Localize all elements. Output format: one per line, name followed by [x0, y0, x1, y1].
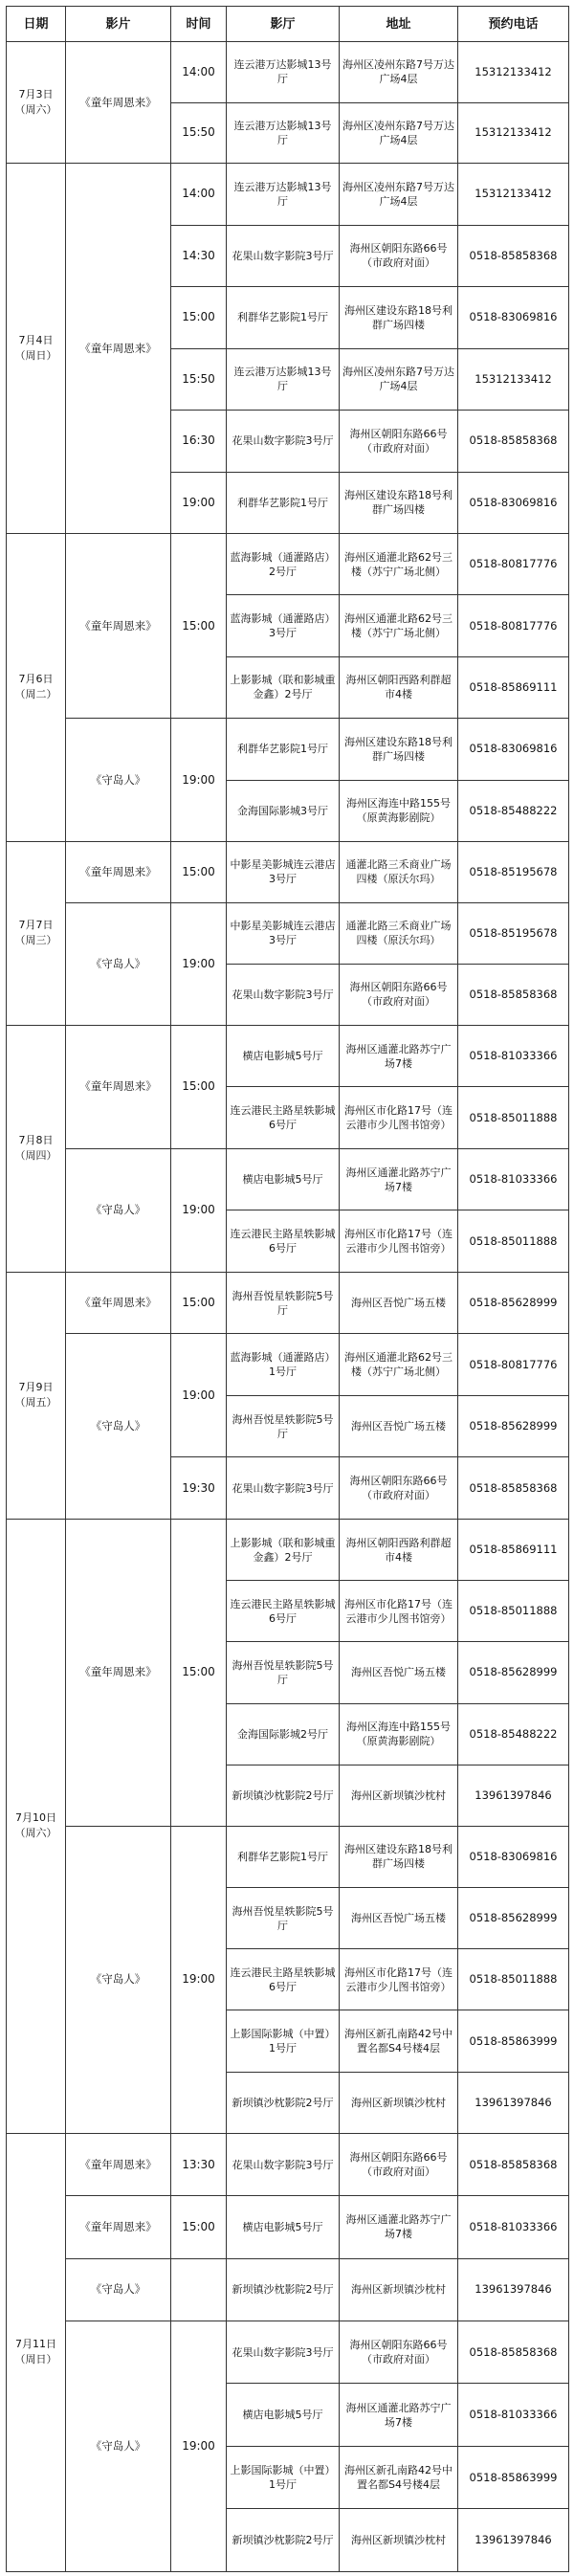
address-cell: 海州区新坝镇沙枕村 — [340, 2072, 458, 2133]
table-row — [7, 1334, 569, 1396]
booking-phone-cell: 0518-85869111 — [458, 656, 569, 718]
showtime-cell: 19:00 — [171, 902, 227, 1025]
cinema-hall-cell: 横店电影城5号厅 — [227, 1148, 340, 1210]
booking-phone-cell: 0518-85858368 — [458, 964, 569, 1025]
booking-phone-cell: 13961397846 — [458, 2072, 569, 2133]
cinema-hall-cell: 中影星美影城连云港店3号厅 — [227, 902, 340, 964]
booking-phone-cell: 15312133412 — [458, 42, 569, 103]
address-cell: 海州区凌州东路7号万达广场4层 — [340, 102, 458, 164]
address-cell: 海州区通灌北路苏宁广场7楼 — [340, 2384, 458, 2446]
address-cell: 海州区朝阳东路66号（市政府对面） — [340, 411, 458, 473]
date-text: 7月3日 — [18, 88, 54, 100]
booking-phone-cell: 13961397846 — [458, 2258, 569, 2321]
booking-phone-cell: 13961397846 — [458, 1765, 569, 1826]
schedule-wrapper — [6, 6, 569, 2572]
screening-schedule-table — [6, 6, 569, 2572]
booking-phone-cell: 0518-83069816 — [458, 1826, 569, 1887]
film-title-cell: 《守岛人》 — [66, 719, 171, 842]
table-row — [7, 902, 569, 964]
cinema-hall-cell: 中影星美影城连云港店3号厅 — [227, 841, 340, 902]
booking-phone-cell: 0518-85628999 — [458, 1395, 569, 1457]
cinema-hall-cell: 海州吾悦星轶影院5号厅 — [227, 1642, 340, 1703]
cinema-hall-cell: 海州吾悦星轶影院5号厅 — [227, 1888, 340, 1949]
booking-phone-cell: 0518-85488222 — [458, 1703, 569, 1765]
date-cell — [7, 164, 66, 534]
booking-phone-cell: 0518-85628999 — [458, 1272, 569, 1334]
showtime-cell: 15:00 — [171, 534, 227, 719]
booking-phone-cell: 0518-83069816 — [458, 287, 569, 349]
booking-phone-cell: 0518-85869111 — [458, 1519, 569, 1580]
address-cell: 海州区海连中路155号（原黄海影剧院） — [340, 780, 458, 841]
cinema-hall-cell: 金海国际影城3号厅 — [227, 780, 340, 841]
address-cell: 海州区海连中路155号（原黄海影剧院） — [340, 1703, 458, 1765]
address-cell: 海州区朝阳东路66号（市政府对面） — [340, 2321, 458, 2384]
address-cell: 海州区建设东路18号利群广场四楼 — [340, 1826, 458, 1887]
date-text: 7月8日 — [18, 1134, 54, 1147]
address-cell: 海州区朝阳西路利群超市4楼 — [340, 1519, 458, 1580]
cinema-hall-cell: 连云港民主路星轶影城6号厅 — [227, 1087, 340, 1149]
film-title-cell: 《守岛人》 — [66, 1826, 171, 2133]
film-title-cell: 《童年周恩来》 — [66, 841, 171, 902]
address-cell: 海州区市化路17号（连云港市少儿图书馆旁） — [340, 1087, 458, 1149]
address-cell: 海州区市化路17号（连云港市少儿图书馆旁） — [340, 1949, 458, 2010]
booking-phone-cell: 0518-85011888 — [458, 1210, 569, 1273]
cinema-hall-cell: 新坝镇沙枕影院2号厅 — [227, 2072, 340, 2133]
booking-phone-cell: 0518-85488222 — [458, 780, 569, 841]
date-text: 7月9日 — [18, 1381, 54, 1394]
film-title-cell: 《童年周恩来》 — [66, 2196, 171, 2258]
showtime-cell: 14:00 — [171, 164, 227, 226]
weekday-text: （周二） — [14, 688, 57, 701]
address-cell: 海州区新孔南路42号中置名都S4号楼4层 — [340, 2010, 458, 2072]
showtime-cell: 15:00 — [171, 1272, 227, 1334]
weekday-text: （周六） — [14, 103, 57, 116]
address-cell: 海州区通灌北路苏宁广场7楼 — [340, 1025, 458, 1087]
address-cell: 海州区朝阳东路66号（市政府对面） — [340, 1457, 458, 1520]
cinema-hall-cell: 横店电影城5号厅 — [227, 2384, 340, 2446]
weekday-text: （周五） — [14, 1396, 57, 1410]
date-cell — [7, 1025, 66, 1272]
table-row — [7, 1272, 569, 1334]
weekday-text: （周三） — [14, 934, 57, 947]
showtime-cell: 13:30 — [171, 2133, 227, 2195]
date-text: 7月11日 — [15, 2338, 56, 2351]
cinema-hall-cell: 连云港民主路星轶影城6号厅 — [227, 1949, 340, 2010]
booking-phone-cell: 0518-85628999 — [458, 1888, 569, 1949]
cinema-hall-cell: 海州吾悦星轶影院5号厅 — [227, 1395, 340, 1457]
table-row — [7, 719, 569, 780]
showtime-cell: 15:00 — [171, 287, 227, 349]
showtime-cell: 19:00 — [171, 1334, 227, 1457]
cinema-hall-cell: 利群华艺影院1号厅 — [227, 1826, 340, 1887]
table-row — [7, 2258, 569, 2321]
cinema-hall-cell: 新坝镇沙枕影院2号厅 — [227, 2509, 340, 2571]
table-row — [7, 841, 569, 902]
film-title-cell: 《童年周恩来》 — [66, 1519, 171, 1826]
cinema-hall-cell: 横店电影城5号厅 — [227, 1025, 340, 1087]
booking-phone-cell: 0518-85628999 — [458, 1642, 569, 1703]
address-cell: 海州区市化路17号（连云港市少儿图书馆旁） — [340, 1581, 458, 1642]
showtime-cell: 15:50 — [171, 102, 227, 164]
booking-phone-cell: 0518-85863999 — [458, 2446, 569, 2508]
address-cell: 海州区市化路17号（连云港市少儿图书馆旁） — [340, 1210, 458, 1273]
cinema-hall-cell: 连云港民主路星轶影城6号厅 — [227, 1581, 340, 1642]
cinema-hall-cell: 花果山数字影院3号厅 — [227, 225, 340, 287]
booking-phone-cell: 0518-85863999 — [458, 2010, 569, 2072]
film-title-cell: 《守岛人》 — [66, 1334, 171, 1520]
cinema-hall-cell: 新坝镇沙枕影院2号厅 — [227, 2258, 340, 2321]
booking-phone-cell: 0518-80817776 — [458, 1334, 569, 1396]
booking-phone-cell: 0518-80817776 — [458, 534, 569, 595]
address-cell: 海州区新坝镇沙枕村 — [340, 2258, 458, 2321]
table-row — [7, 2321, 569, 2384]
booking-phone-cell: 0518-85011888 — [458, 1087, 569, 1149]
showtime-cell: 15:00 — [171, 1025, 227, 1148]
date-text: 7月6日 — [18, 673, 54, 686]
film-title-cell: 《童年周恩来》 — [66, 42, 171, 164]
date-cell — [7, 534, 66, 842]
showtime-cell: 15:00 — [171, 841, 227, 902]
showtime-cell: 19:30 — [171, 1457, 227, 1520]
address-cell: 海州区朝阳西路利群超市4楼 — [340, 656, 458, 718]
address-cell: 海州区朝阳东路66号（市政府对面） — [340, 225, 458, 287]
address-cell: 海州区建设东路18号利群广场四楼 — [340, 287, 458, 349]
booking-phone-cell: 0518-85858368 — [458, 1457, 569, 1520]
weekday-text: （周六） — [14, 1827, 57, 1840]
booking-phone-cell: 0518-81033366 — [458, 2384, 569, 2446]
cinema-hall-cell: 连云港民主路星轶影城6号厅 — [227, 1210, 340, 1273]
cinema-hall-cell: 连云港万达影城13号厅 — [227, 164, 340, 226]
address-cell: 海州区建设东路18号利群广场四楼 — [340, 719, 458, 780]
address-cell: 通灌北路三禾商业广场四楼（原沃尔玛） — [340, 841, 458, 902]
film-title-cell: 《童年周恩来》 — [66, 164, 171, 534]
header-cinema: 影厅 — [227, 7, 340, 42]
booking-phone-cell: 0518-81033366 — [458, 1148, 569, 1210]
header-time: 时间 — [171, 7, 227, 42]
booking-phone-cell: 15312133412 — [458, 348, 569, 411]
booking-phone-cell: 0518-85011888 — [458, 1949, 569, 2010]
date-cell — [7, 42, 66, 164]
cinema-hall-cell: 利群华艺影院1号厅 — [227, 719, 340, 780]
cinema-hall-cell: 蓝海影城（通灌路店）2号厅 — [227, 534, 340, 595]
table-row — [7, 1025, 569, 1087]
showtime-cell: 14:00 — [171, 42, 227, 103]
address-cell: 海州区通灌北路62号三楼（苏宁广场北侧） — [340, 1334, 458, 1396]
date-cell — [7, 841, 66, 1025]
address-cell: 海州区吾悦广场五楼 — [340, 1272, 458, 1334]
schedule-body — [7, 42, 569, 2572]
date-text: 7月4日 — [18, 334, 54, 346]
showtime-cell: 19:00 — [171, 472, 227, 534]
address-cell: 海州区新孔南路42号中置名都S4号楼4层 — [340, 2446, 458, 2508]
booking-phone-cell: 0518-80817776 — [458, 595, 569, 656]
table-row — [7, 42, 569, 103]
booking-phone-cell: 0518-85858368 — [458, 225, 569, 287]
address-cell: 海州区凌州东路7号万达广场4层 — [340, 42, 458, 103]
cinema-hall-cell: 海州吾悦星轶影院5号厅 — [227, 1272, 340, 1334]
cinema-hall-cell: 上影国际影城（中置）1号厅 — [227, 2010, 340, 2072]
showtime-cell: 19:00 — [171, 719, 227, 842]
showtime-cell: 19:00 — [171, 1148, 227, 1272]
showtime-cell: 19:00 — [171, 2321, 227, 2572]
booking-phone-cell: 0518-85011888 — [458, 1581, 569, 1642]
film-title-cell: 《童年周恩来》 — [66, 534, 171, 719]
address-cell: 海州区凌州东路7号万达广场4层 — [340, 348, 458, 411]
film-title-cell: 《守岛人》 — [66, 2321, 171, 2572]
table-row — [7, 1519, 569, 1580]
film-title-cell: 《守岛人》 — [66, 902, 171, 1025]
film-title-cell: 《守岛人》 — [66, 2258, 171, 2321]
showtime-cell: 15:00 — [171, 1519, 227, 1826]
cinema-hall-cell: 蓝海影城（通灌路店）3号厅 — [227, 595, 340, 656]
cinema-hall-cell: 连云港万达影城13号厅 — [227, 102, 340, 164]
address-cell: 海州区通灌北路62号三楼（苏宁广场北侧） — [340, 595, 458, 656]
weekday-text: （周日） — [14, 2353, 57, 2366]
booking-phone-cell: 0518-85858368 — [458, 2133, 569, 2195]
weekday-text: （周四） — [14, 1149, 57, 1163]
film-title-cell: 《守岛人》 — [66, 1148, 171, 1272]
film-title-cell: 《童年周恩来》 — [66, 1025, 171, 1148]
table-row — [7, 1826, 569, 1887]
address-cell: 海州区通灌北路苏宁广场7楼 — [340, 1148, 458, 1210]
cinema-hall-cell: 金海国际影城2号厅 — [227, 1703, 340, 1765]
table-row — [7, 2133, 569, 2195]
showtime-cell: 15:00 — [171, 2196, 227, 2258]
showtime-cell — [171, 2258, 227, 2321]
cinema-hall-cell: 连云港万达影城13号厅 — [227, 42, 340, 103]
table-header-row — [7, 7, 569, 42]
booking-phone-cell: 0518-85858368 — [458, 411, 569, 473]
address-cell: 海州区凌州东路7号万达广场4层 — [340, 164, 458, 226]
address-cell: 海州区通灌北路苏宁广场7楼 — [340, 2196, 458, 2258]
cinema-hall-cell: 上影影城（联和影城重金鑫）2号厅 — [227, 1519, 340, 1580]
table-row — [7, 1148, 569, 1210]
header-date: 日期 — [7, 7, 66, 42]
cinema-hall-cell: 利群华艺影院1号厅 — [227, 287, 340, 349]
showtime-cell: 14:30 — [171, 225, 227, 287]
date-text: 7月7日 — [18, 919, 54, 932]
booking-phone-cell: 0518-83069816 — [458, 719, 569, 780]
weekday-text: （周日） — [14, 349, 57, 362]
date-cell — [7, 1519, 66, 2133]
date-cell — [7, 2133, 66, 2571]
cinema-hall-cell: 蓝海影城（通灌路店）1号厅 — [227, 1334, 340, 1396]
film-title-cell: 《童年周恩来》 — [66, 2133, 171, 2195]
booking-phone-cell: 0518-85195678 — [458, 841, 569, 902]
booking-phone-cell: 0518-81033366 — [458, 2196, 569, 2258]
date-text: 7月10日 — [15, 1811, 56, 1825]
header-phone: 预约电话 — [458, 7, 569, 42]
address-cell: 海州区新坝镇沙枕村 — [340, 2509, 458, 2571]
booking-phone-cell: 0518-85858368 — [458, 2321, 569, 2384]
booking-phone-cell: 0518-81033366 — [458, 1025, 569, 1087]
booking-phone-cell: 0518-83069816 — [458, 472, 569, 534]
cinema-hall-cell: 新坝镇沙枕影院2号厅 — [227, 1765, 340, 1826]
showtime-cell: 16:30 — [171, 411, 227, 473]
address-cell: 海州区吾悦广场五楼 — [340, 1888, 458, 1949]
table-row — [7, 164, 569, 226]
date-cell — [7, 1272, 66, 1519]
showtime-cell: 15:50 — [171, 348, 227, 411]
cinema-hall-cell: 花果山数字影院3号厅 — [227, 411, 340, 473]
showtime-cell: 19:00 — [171, 1826, 227, 2133]
cinema-hall-cell: 花果山数字影院3号厅 — [227, 2133, 340, 2195]
film-title-cell: 《童年周恩来》 — [66, 1272, 171, 1334]
address-cell: 海州区吾悦广场五楼 — [340, 1395, 458, 1457]
cinema-hall-cell: 利群华艺影院1号厅 — [227, 472, 340, 534]
address-cell: 海州区新坝镇沙枕村 — [340, 1765, 458, 1826]
address-cell: 海州区吾悦广场五楼 — [340, 1642, 458, 1703]
cinema-hall-cell: 上影国际影城（中置）1号厅 — [227, 2446, 340, 2508]
header-film: 影片 — [66, 7, 171, 42]
address-cell: 海州区朝阳东路66号（市政府对面） — [340, 964, 458, 1025]
table-row — [7, 534, 569, 595]
cinema-hall-cell: 花果山数字影院3号厅 — [227, 2321, 340, 2384]
address-cell: 海州区建设东路18号利群广场四楼 — [340, 472, 458, 534]
booking-phone-cell: 15312133412 — [458, 164, 569, 226]
address-cell: 海州区朝阳东路66号（市政府对面） — [340, 2133, 458, 2195]
cinema-hall-cell: 花果山数字影院3号厅 — [227, 964, 340, 1025]
address-cell: 海州区通灌北路62号三楼（苏宁广场北侧） — [340, 534, 458, 595]
header-address: 地址 — [340, 7, 458, 42]
address-cell: 通灌北路三禾商业广场四楼（原沃尔玛） — [340, 902, 458, 964]
cinema-hall-cell: 花果山数字影院3号厅 — [227, 1457, 340, 1520]
booking-phone-cell: 13961397846 — [458, 2509, 569, 2571]
cinema-hall-cell: 上影影城（联和影城重金鑫）2号厅 — [227, 656, 340, 718]
cinema-hall-cell: 横店电影城5号厅 — [227, 2196, 340, 2258]
booking-phone-cell: 15312133412 — [458, 102, 569, 164]
booking-phone-cell: 0518-85195678 — [458, 902, 569, 964]
table-row — [7, 2196, 569, 2258]
cinema-hall-cell: 连云港万达影城13号厅 — [227, 348, 340, 411]
